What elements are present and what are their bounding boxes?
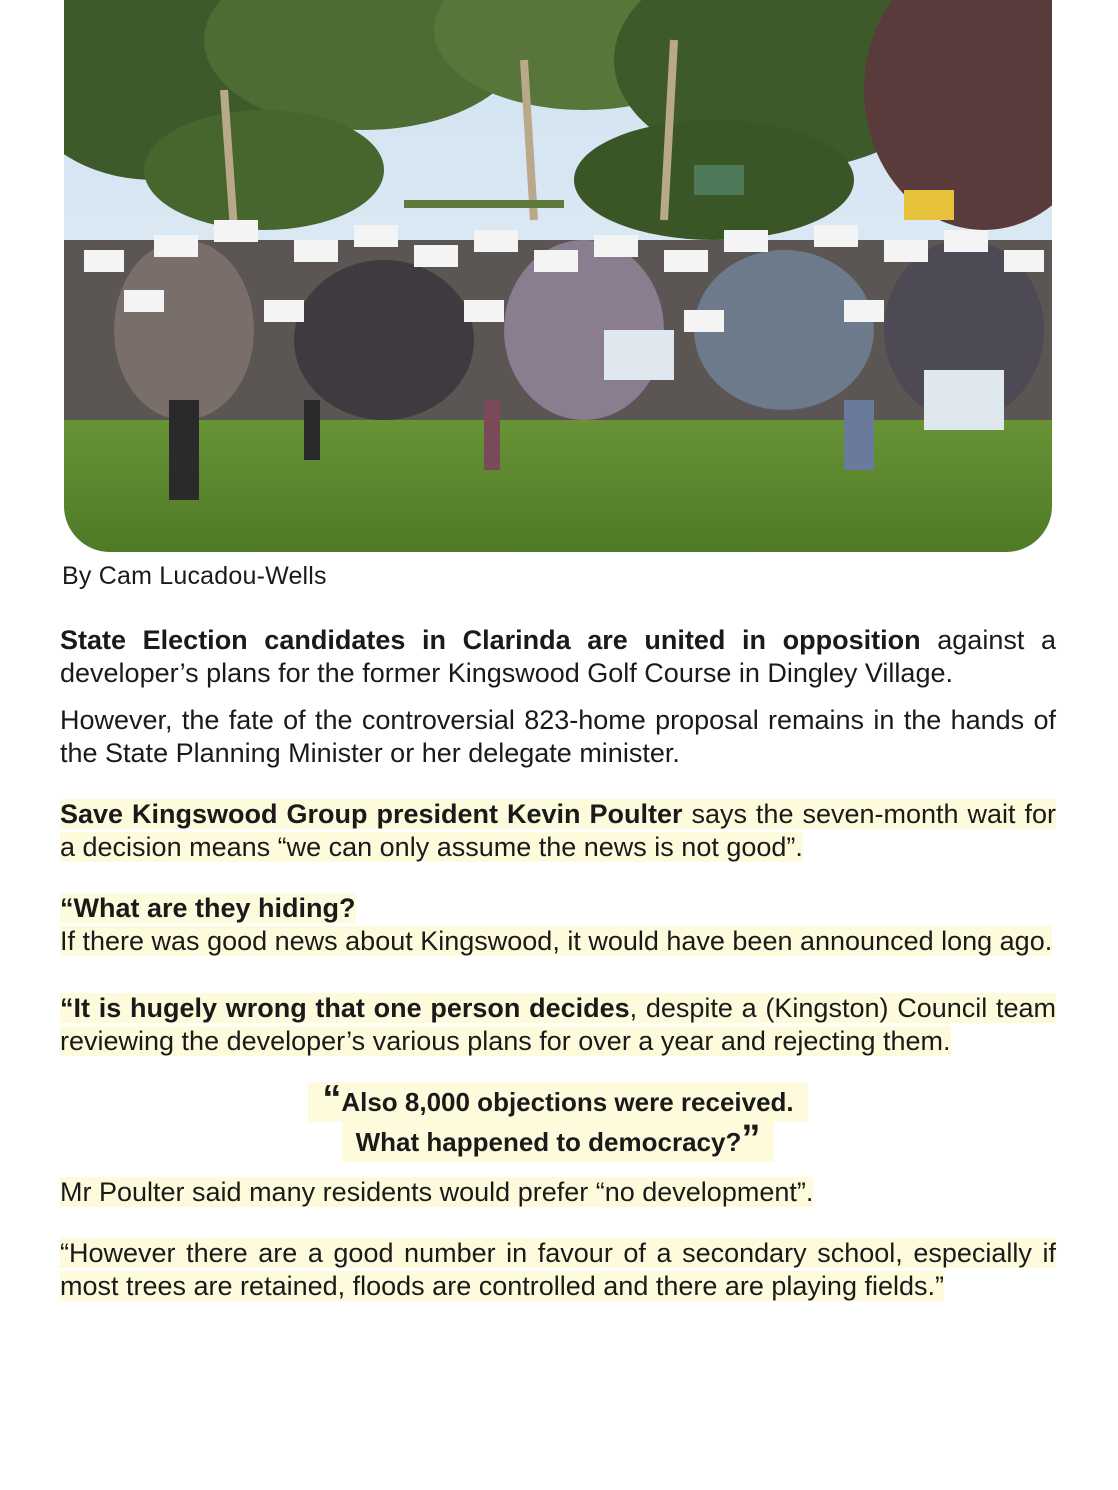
paragraph-4 xyxy=(60,892,1056,958)
article-body xyxy=(60,624,1056,1303)
paragraph-7 xyxy=(60,1237,1056,1303)
protest-photo xyxy=(64,0,1052,552)
paragraph-5-bold: “It is hugely wrong that one person decides xyxy=(60,993,630,1023)
paragraph-6-text: Mr Poulter said many residents would prefer “no development”. xyxy=(60,1177,814,1207)
byline: By Cam Lucadou-Wells xyxy=(62,562,327,590)
paragraph-3-bold: Save Kingswood Group president Kevin Poulter xyxy=(60,799,683,829)
pull-quote-line-1: Also 8,000 objections were received. xyxy=(341,1087,794,1117)
paragraph-3-text: says the seven-month wait for a decision means “we can only assume the news is not good”. xyxy=(60,799,1056,862)
paragraph-1 xyxy=(60,624,1056,690)
pull-quote-open-mark: “ xyxy=(322,1078,342,1120)
paragraph-6 xyxy=(60,1176,1056,1209)
paragraph-4-text: If there was good news about Kingswood, it would have been announced long ago. xyxy=(60,926,1053,956)
paragraph-4-bold: “What are they hiding? xyxy=(60,893,356,923)
paragraph-5-text: , despite a (Kingston) Council team reviewing the developer’s various plans for over a year and rejecting them. xyxy=(60,993,1056,1056)
paragraph-1-bold: State Election candidates in Clarinda are united in opposition xyxy=(60,625,921,655)
pull-quote-close-mark: ” xyxy=(741,1118,761,1160)
pull-quote-line-2: What happened to democracy? xyxy=(355,1127,742,1157)
protest-crowd-photo-icon xyxy=(64,0,1052,552)
paragraph-1-text: against a developer’s plans for the former Kingswood Golf Course in Dingley Village. xyxy=(60,625,1056,688)
pull-quote xyxy=(60,1078,1056,1162)
paragraph-3 xyxy=(60,798,1056,864)
paragraph-5 xyxy=(60,992,1056,1058)
paragraph-2: However, the fate of the controversial 823-home proposal remains in the hands of the State Planning Minister or her delegate minister. xyxy=(60,705,1056,768)
paragraph-7-text: “However there are a good number in favour of a secondary school, especially if most trees are retained, floods are controlled and there are playing fields.” xyxy=(60,1238,1056,1301)
